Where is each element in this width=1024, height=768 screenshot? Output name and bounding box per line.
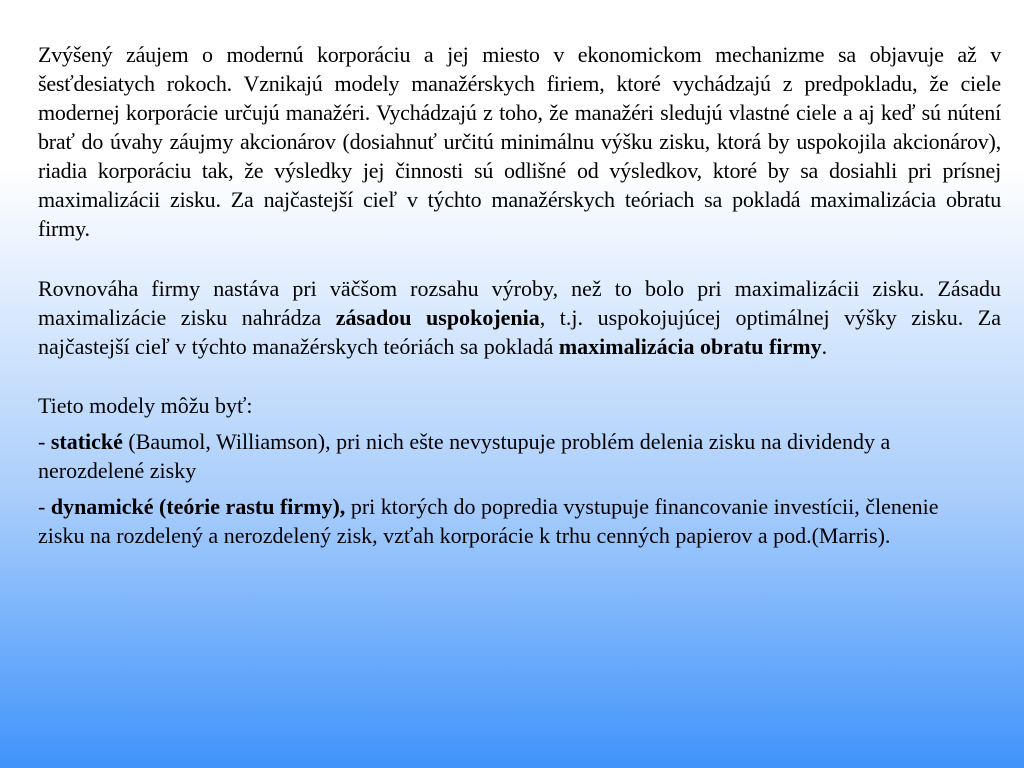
paragraph-2-text-3: . <box>821 334 828 359</box>
model-item-bold-label: statické <box>50 429 123 454</box>
model-item-static <box>38 427 988 485</box>
model-item-prefix: - <box>38 429 51 454</box>
model-item-dynamic <box>38 492 988 550</box>
paragraph-2-text-1: Rovnováha firmy nastáva pri väčšom rozsahu výroby, než to bolo pri maximalizácii zisku. Zásadu maximalizácie zisku nahrádza <box>38 276 1001 330</box>
paragraph-2-bold-satisfaction: zásadou uspokojenia <box>335 305 540 330</box>
model-item-bold-label: dynamické (teórie rastu firmy), <box>50 494 346 519</box>
paragraph-2-bold-revenue-maximization: maximalizácia obratu firmy <box>558 334 822 359</box>
models-intro: Tieto modely môžu byť: <box>38 393 253 418</box>
paragraph-firm-equilibrium <box>38 274 1001 361</box>
model-item-text: pri ktorých do popredia vystupuje financovanie investícii, členenie zisku na rozdelený a nerozdelený zisk, vzťah korporácie k trhu cenných papierov a pod.(Marris). <box>38 494 939 548</box>
model-item-prefix: - <box>38 494 51 519</box>
paragraph-2-text-2: , t.j. uspokojujúcej optimálnej výšky zisku. Za najčastejší cieľ v týchto manažérskych teóriách sa pokladá <box>38 305 1001 359</box>
paragraph-managerial-corporation: Zvýšený záujem o modernú korporáciu a jej miesto v ekonomickom mechanizme sa objavuje až v šesťdesiatych rokoch. Vznikajú modely manažérskych firiem, ktoré vychádzajú z predpokladu, že ciele modernej korporácie určujú manažéri. Vychádzajú z toho, že manažéri sledujú vlastné ciele a aj keď sú nútení brať do úvahy záujmy akcionárov (dosiahnuť určitú minimálnu výšku zisku, ktorá by uspokojila akcionárov), riadia korporáciu tak, že výsledky jej činnosti sú odlišné od výsledkov, ktoré by sa dosiahli pri prísnej maximalizácii zisku. Za najčastejší cieľ v týchto manažérskych teóriach sa pokladá maximalizácia obratu firmy. <box>38 42 1001 241</box>
slide-content <box>38 40 1001 550</box>
model-item-text: (Baumol, Williamson), pri nich ešte nevystupuje problém delenia zisku na dividendy a nerozdelené zisky <box>38 429 891 483</box>
